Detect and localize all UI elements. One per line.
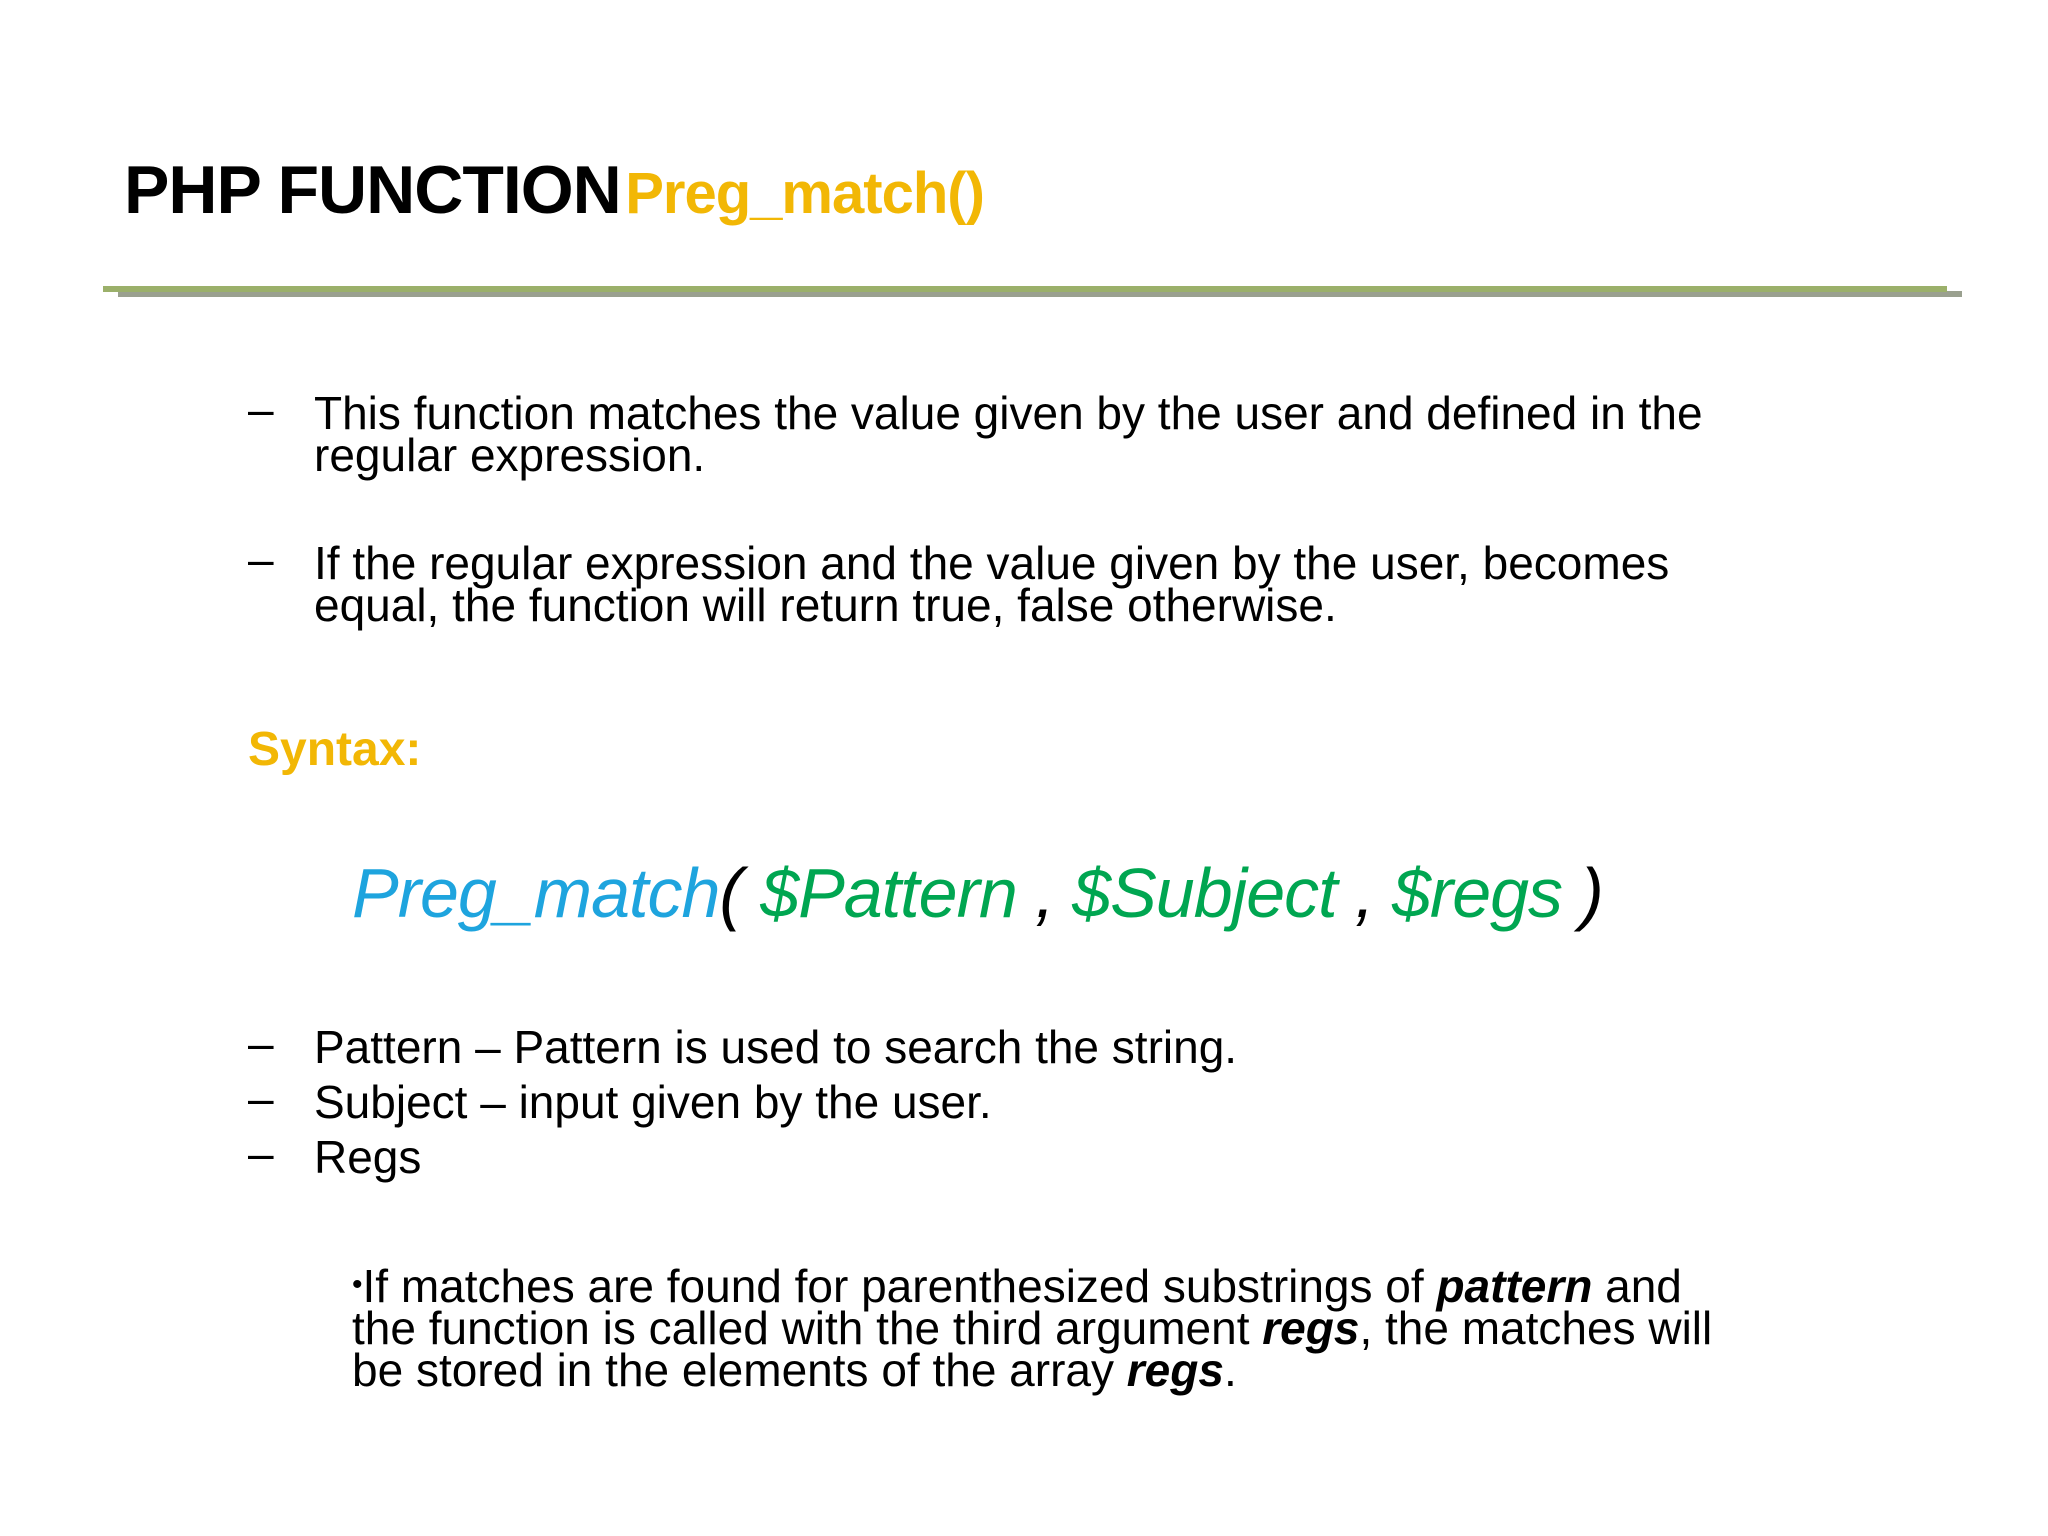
regs-note-text: the function is called with the third argument (352, 1302, 1263, 1354)
slide-title (124, 152, 984, 228)
regs-note-text: be stored in the elements of the array (352, 1344, 1127, 1396)
param-item-text: Regs (314, 1131, 422, 1183)
intro-item-1-line-2: regular expression. (314, 429, 706, 481)
syntax-param-pattern: $Pattern (760, 854, 1017, 932)
dash-marker: – (248, 1072, 274, 1124)
syntax-close-paren: ) (1562, 854, 1603, 932)
regs-note (352, 1260, 1972, 1396)
param-item-text: Subject – input given by the user. (314, 1076, 992, 1128)
intro-item-2-line-1: If the regular expression and the value given by the user, becomes (314, 537, 1670, 589)
regs-note-emphasis: pattern (1436, 1260, 1593, 1312)
param-item-text: Pattern – Pattern is used to search the string. (314, 1021, 1238, 1073)
intro-item-2-line-2: equal, the function will return true, false otherwise. (314, 579, 1337, 631)
bullet-marker: • (352, 1268, 363, 1301)
dash-marker: – (248, 533, 274, 585)
regs-note-line-3 (352, 1344, 1972, 1396)
syntax-separator: , (1336, 854, 1392, 932)
dash-marker: – (248, 1017, 274, 1069)
dash-marker: – (248, 383, 274, 435)
syntax-param-subject: $Subject (1072, 854, 1337, 932)
regs-note-emphasis: regs (1262, 1302, 1360, 1354)
syntax-signature (352, 854, 1603, 932)
syntax-label: Syntax: (248, 723, 422, 776)
syntax-separator: , (1016, 854, 1073, 932)
title-function-name: Preg_match() (625, 161, 984, 226)
regs-note-line-1 (352, 1260, 1972, 1312)
syntax-open-paren: ( (719, 854, 761, 932)
regs-note-emphasis: regs (1126, 1344, 1224, 1396)
regs-note-text: , the matches will (1359, 1302, 1713, 1354)
title-main: PHP FUNCTION (124, 152, 621, 228)
regs-note-text: . (1223, 1344, 1237, 1396)
regs-note-line-2 (352, 1302, 1972, 1354)
syntax-param-regs: $regs (1391, 854, 1563, 932)
regs-note-text: and (1592, 1260, 1682, 1312)
dash-marker: – (248, 1127, 274, 1179)
title-rule (103, 286, 1947, 292)
regs-note-text: If matches are found for parenthesized substrings of (362, 1260, 1437, 1312)
syntax-function-name: Preg_match (352, 854, 720, 932)
intro-item-1-line-1: This function matches the value given by the user and defined in the (314, 387, 1703, 439)
